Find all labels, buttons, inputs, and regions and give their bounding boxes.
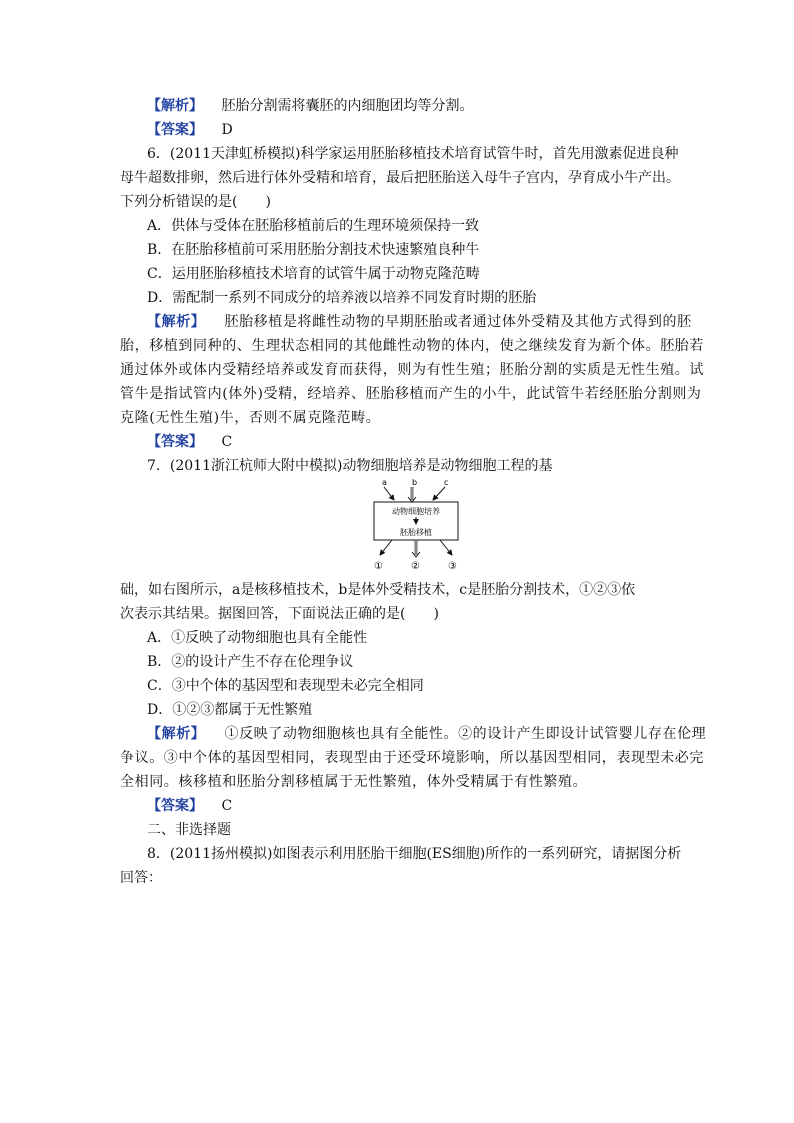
input-a-label: a xyxy=(382,478,387,487)
question-stem-line: 7．(2011浙江杭师大附中模拟)动物细胞培养是动物细胞工程的基 xyxy=(147,458,553,474)
arrow-a xyxy=(384,487,394,500)
embryo-engineering-diagram xyxy=(362,476,472,574)
option-c: C．③中个体的基因型和表现型未必完全相同 xyxy=(147,678,424,694)
question-stem-line: 母牛超数排卵，然后进行体外受精和培育，最后把胚胎送入母牛子宫内，孕育成小牛产出。 xyxy=(120,170,680,186)
input-b-label: b xyxy=(412,478,418,487)
option-c: C．运用胚胎移植技术培育的试管牛属于动物克隆范畴 xyxy=(147,266,480,282)
analysis-text: 争议。③中个体的基因型相同，表现型由于还受环境影响，所以基因型相同，表现型未必完 xyxy=(120,750,704,766)
option-b: B．在胚胎移植前可采用胚胎分割技术快速繁殖良种牛 xyxy=(147,242,480,258)
question-stem-line: 下列分析错误的是( ) xyxy=(120,194,271,210)
answer-label: 【答案】 xyxy=(147,122,203,138)
question-stem-line: 8．(2011扬州模拟)如图表示利用胚胎干细胞(ES细胞)所作的一系列研究，请据图分析 xyxy=(147,846,682,862)
arrow-out-1 xyxy=(380,540,392,555)
analysis-text: 管牛是指试管内(体外)受精，经培养、胚胎移植而产生的小牛，此试管牛若经胚胎分割则为 xyxy=(120,386,702,402)
output-1-label: ① xyxy=(374,561,383,572)
option-b: B．②的设计产生不存在伦理争议 xyxy=(147,654,354,670)
option-d: D．需配制一系列不同成分的培养液以培养不同发育时期的胚胎 xyxy=(147,290,537,306)
answer-value: C xyxy=(221,434,233,450)
analysis-text: 胚胎分割需将囊胚的内细胞团均等分割。 xyxy=(221,98,474,114)
analysis-text: 全相同。核移植和胚胎分割移植属于无性繁殖，体外受精属于有性繁殖。 xyxy=(120,774,588,790)
question-stem-line: 次表示其结果。据图回答，下面说法正确的是( ) xyxy=(120,606,439,622)
answer-line xyxy=(147,120,233,140)
output-3-label: ③ xyxy=(448,561,457,572)
arrow-out-3 xyxy=(440,540,452,555)
answer-value: D xyxy=(221,122,233,138)
arrow-c xyxy=(433,487,445,500)
analysis-line xyxy=(147,724,706,744)
analysis-label: 【解析】 xyxy=(147,726,206,742)
output-2-label: ② xyxy=(411,561,420,572)
answer-line xyxy=(147,796,232,816)
analysis-line xyxy=(147,96,473,116)
input-c-label: c xyxy=(444,478,449,487)
question-stem-line: 6．(2011天津虹桥模拟)科学家运用胚胎移植技术培育试管牛时，首先用激素促进良种 xyxy=(147,146,679,162)
section-heading: 二、非选择题 xyxy=(147,822,231,838)
analysis-line xyxy=(147,312,692,332)
answer-label: 【答案】 xyxy=(147,798,203,814)
option-d: D．①②③都属于无性繁殖 xyxy=(147,702,313,718)
option-a: A．供体与受体在胚胎移植前后的生理环境须保持一致 xyxy=(147,218,480,234)
analysis-text: 胚胎移植是将雌性动物的早期胚胎或者通过体外受精及其他方式得到的胚 xyxy=(224,314,692,330)
analysis-text: ①反映了动物细胞核也具有全能性。②的设计产生即设计试管婴儿存在伦理 xyxy=(224,726,707,742)
analysis-text: 胎，移植到同种的、生理状态相同的其他雌性动物的体内，使之继续发育为新个体。胚胎若 xyxy=(120,338,704,354)
question-stem-line: 础，如右图所示，a是核移植技术，b是体外受精技术，c是胚胎分割技术，①②③依 xyxy=(120,582,636,598)
analysis-text: 克隆(无性生殖)牛，否则不属克隆范畴。 xyxy=(120,410,381,426)
box-bottom-label: 胚胎移植 xyxy=(400,528,432,537)
option-a: A．①反映了动物细胞也具有全能性 xyxy=(147,630,368,646)
answer-value: C xyxy=(221,798,233,814)
answer-line xyxy=(147,432,232,452)
analysis-label: 【解析】 xyxy=(147,314,206,330)
analysis-label: 【解析】 xyxy=(147,98,203,114)
question-stem-line: 回答： xyxy=(120,870,162,886)
analysis-text: 通过体外或体内受精经培养或发育而获得，则为有性生殖；胚胎分割的实质是无性生殖。试 xyxy=(120,362,704,378)
box-top-label: 动物细胞培养 xyxy=(392,507,440,516)
answer-label: 【答案】 xyxy=(147,434,203,450)
